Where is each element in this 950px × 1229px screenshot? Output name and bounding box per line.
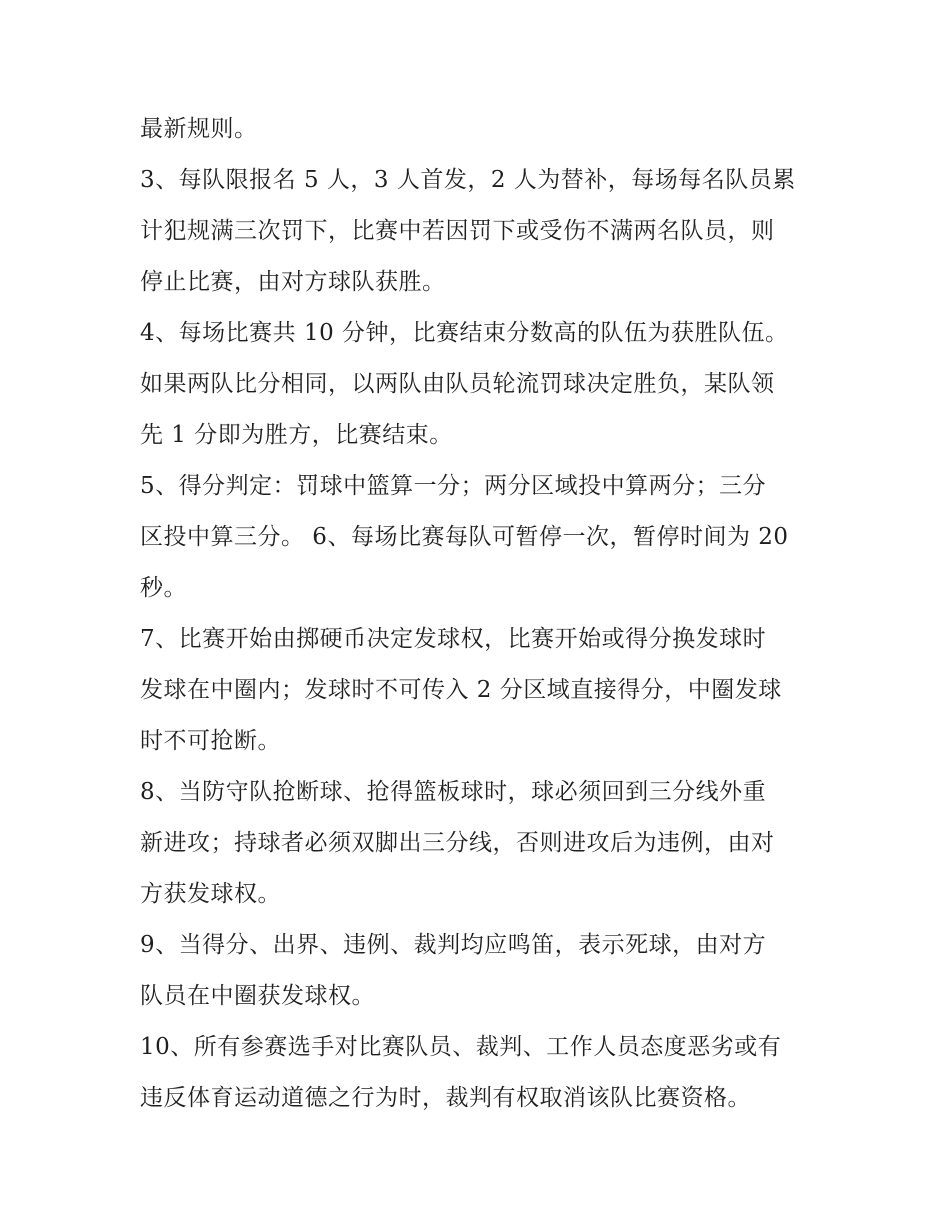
text-line: 3、每队限报名 5 人，3 人首发，2 人为替补，每场每名队员累: [140, 167, 796, 193]
text-line: 区投中算三分。 6、每场比赛每队可暂停一次，暂停时间为 20: [140, 524, 789, 550]
text-line: 最新规则。: [140, 116, 258, 142]
text-line: 9、当得分、出界、违例、裁判均应鸣笛，表示死球，由对方: [140, 932, 767, 958]
text-line: 5、得分判定：罚球中篮算一分；两分区域投中算两分；三分: [140, 473, 767, 499]
text-line: 先 1 分即为胜方，比赛结束。: [140, 422, 453, 448]
rules-text: [140, 104, 815, 1124]
text-line: 4、每场比赛共 10 分钟，比赛结束分数高的队伍为获胜队伍。: [140, 320, 789, 346]
text-line: 8、当防守队抢断球、抢得篮板球时，球必须回到三分线外重: [140, 779, 767, 805]
text-line: 10、所有参赛选手对比赛队员、裁判、工作人员态度恶劣或有: [140, 1034, 782, 1060]
text-line: 7、比赛开始由掷硬币决定发球权，比赛开始或得分换发球时: [140, 626, 767, 652]
text-line: 队员在中圈获发球权。: [140, 983, 375, 1009]
text-line: 秒。: [140, 575, 187, 601]
text-line: 计犯规满三次罚下，比赛中若因罚下或受伤不满两名队员，则: [140, 218, 775, 244]
text-line: 如果两队比分相同，以两队由队员轮流罚球决定胜负，某队领: [140, 371, 775, 397]
text-line: 停止比赛，由对方球队获胜。: [140, 269, 446, 295]
text-line: 发球在中圈内；发球时不可传入 2 分区域直接得分，中圈发球: [140, 677, 782, 703]
text-line: 方获发球权。: [140, 881, 281, 907]
text-line: 时不可抢断。: [140, 728, 281, 754]
text-line: 违反体育运动道德之行为时，裁判有权取消该队比赛资格。: [140, 1085, 751, 1111]
text-line: 新进攻；持球者必须双脚出三分线，否则进攻后为违例，由对: [140, 830, 775, 856]
